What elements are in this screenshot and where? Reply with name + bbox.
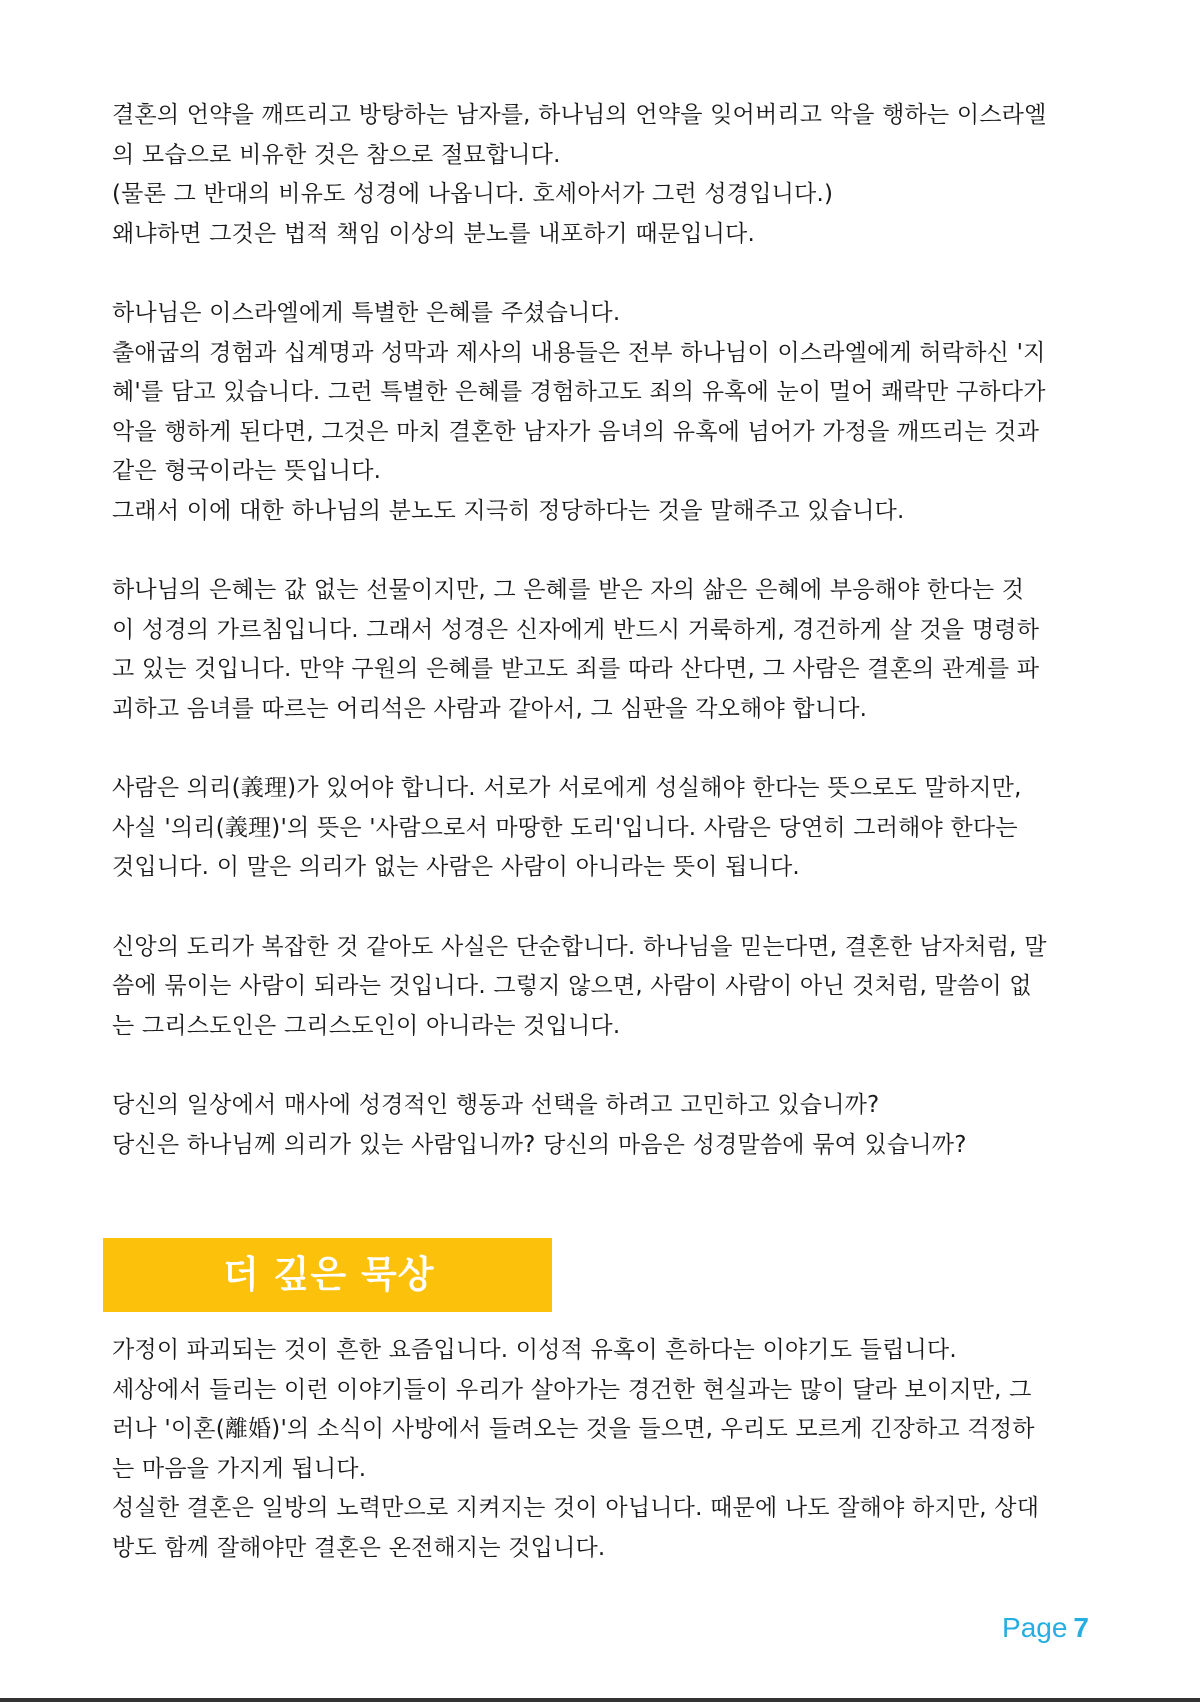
text-line: 그래서 이에 대한 하나님의 분노도 지극히 정당하다는 것을 말해주고 있습니다. <box>112 497 905 524</box>
text-line: 씀에 묶이는 사람이 되라는 것입니다. 그렇지 않으면, 사람이 사람이 아닌 것처럼, 말씀이 없 <box>112 973 1032 999</box>
text-line: 이 성경의 가르침입니다. 그래서 성경은 신자에게 반드시 거룩하게, 경건하게 살 것을 명령하 <box>112 616 1040 643</box>
paragraph <box>112 928 1097 1047</box>
text-line: 같은 형국이라는 뜻입니다. <box>112 458 382 484</box>
text-line: 왜냐하면 그것은 법적 책임 이상의 분노를 내포하기 때문입니다. <box>112 220 755 247</box>
text-line: 출애굽의 경험과 십계명과 성막과 제사의 내용들은 전부 하나님이 이스라엘에게 허락하신 '지 <box>112 339 1046 366</box>
text-line: 하나님은 이스라엘에게 특별한 은혜를 주셨습니다. <box>112 300 621 326</box>
paragraph <box>112 294 1097 531</box>
text-line: 괴하고 음녀를 따르는 어리석은 사람과 같아서, 그 심판을 각오해야 합니다. <box>112 695 868 722</box>
text-line: 당신의 일상에서 매사에 성경적인 행동과 선택을 하려고 고민하고 있습니까? <box>112 1092 880 1118</box>
text-line: 방도 함께 잘해야만 결혼은 온전해지는 것입니다. <box>112 1534 606 1561</box>
text-line: 는 그리스도인은 그리스도인이 아니라는 것입니다. <box>112 1012 621 1039</box>
paragraph-gap <box>112 888 1097 928</box>
paragraph-gap <box>112 729 1097 769</box>
paragraph <box>112 769 1097 888</box>
text-line: 의 모습으로 비유한 것은 참으로 절묘합니다. <box>112 141 561 168</box>
text-line: 성실한 결혼은 일방의 노력만으로 지켜지는 것이 아닙니다. 때문에 나도 잘해야 하지만, 상대 <box>112 1495 1040 1521</box>
paragraph <box>112 1086 1097 1165</box>
main-body-text <box>112 96 1097 1165</box>
text-line: 악을 행하게 된다면, 그것은 마치 결혼한 남자가 음녀의 유혹에 넘어가 가정을 깨뜨리는 것과 <box>112 418 1040 445</box>
text-line: 러나 '이혼(離婚)'의 소식이 사방에서 들려오는 것을 들으면, 우리도 모르게 긴장하고 걱정하 <box>112 1416 1035 1442</box>
text-line: 신앙의 도리가 복잡한 것 같아도 사실은 단순합니다. 하나님을 믿는다면, 결혼한 남자처럼, 말 <box>112 933 1047 960</box>
text-line: 사실 '의리(義理)'의 뜻은 '사람으로서 마땅한 도리'입니다. 사람은 당연히 그러해야 한다는 <box>112 814 1018 841</box>
paragraph <box>112 96 1097 254</box>
text-line: 것입니다. 이 말은 의리가 없는 사람은 사람이 아니라는 뜻이 됩니다. <box>112 854 800 880</box>
text-line: 혜'를 담고 있습니다. 그런 특별한 은혜를 경험하고도 죄의 유혹에 눈이 멀어 쾌락만 구하다가 <box>112 379 1046 405</box>
paragraph-gap <box>112 1046 1097 1086</box>
text-line: 세상에서 들리는 이런 이야기들이 우리가 살아가는 경건한 현실과는 많이 달라 보이지만, 그 <box>112 1376 1032 1403</box>
section-title: 더 깊은 묵상 <box>223 1253 435 1296</box>
paragraph <box>112 571 1097 729</box>
text-line: 당신은 하나님께 의리가 있는 사람입니까? 당신의 마음은 성경말씀에 묶여 있습니까? <box>112 1131 967 1158</box>
text-line: 가정이 파괴되는 것이 흔한 요즘입니다. 이성적 유혹이 흔하다는 이야기도 들립니다. <box>112 1337 957 1363</box>
text-line: 결혼의 언약을 깨뜨리고 방탕하는 남자를, 하나님의 언약을 잊어버리고 악을 행하는 이스라엘 <box>112 102 1047 128</box>
paragraph-gap <box>112 254 1097 294</box>
text-line: 는 마음을 가지게 됩니다. <box>112 1455 367 1482</box>
page-number-value: 7 <box>1073 1612 1089 1643</box>
text-line: 사람은 의리(義理)가 있어야 합니다. 서로가 서로에게 성실해야 한다는 뜻으로도 말하지만, <box>112 775 1022 801</box>
page-bottom-rule <box>0 1698 1200 1702</box>
page-label: Page <box>1002 1612 1068 1643</box>
page-number <box>1002 1612 1089 1644</box>
text-line: 고 있는 것입니다. 만약 구원의 은혜를 받고도 죄를 따라 산다면, 그 사람은 결혼의 관계를 파 <box>112 656 1040 682</box>
text-line: 하나님의 은혜는 값 없는 선물이지만, 그 은혜를 받은 자의 삶은 은혜에 부응해야 한다는 것 <box>112 577 1025 603</box>
text-line: (물론 그 반대의 비유도 성경에 나옵니다. 호세아서가 그런 성경입니다.) <box>112 181 834 207</box>
section-body-text <box>112 1331 1097 1568</box>
section-heading-banner <box>103 1238 552 1312</box>
paragraph-gap <box>112 531 1097 571</box>
